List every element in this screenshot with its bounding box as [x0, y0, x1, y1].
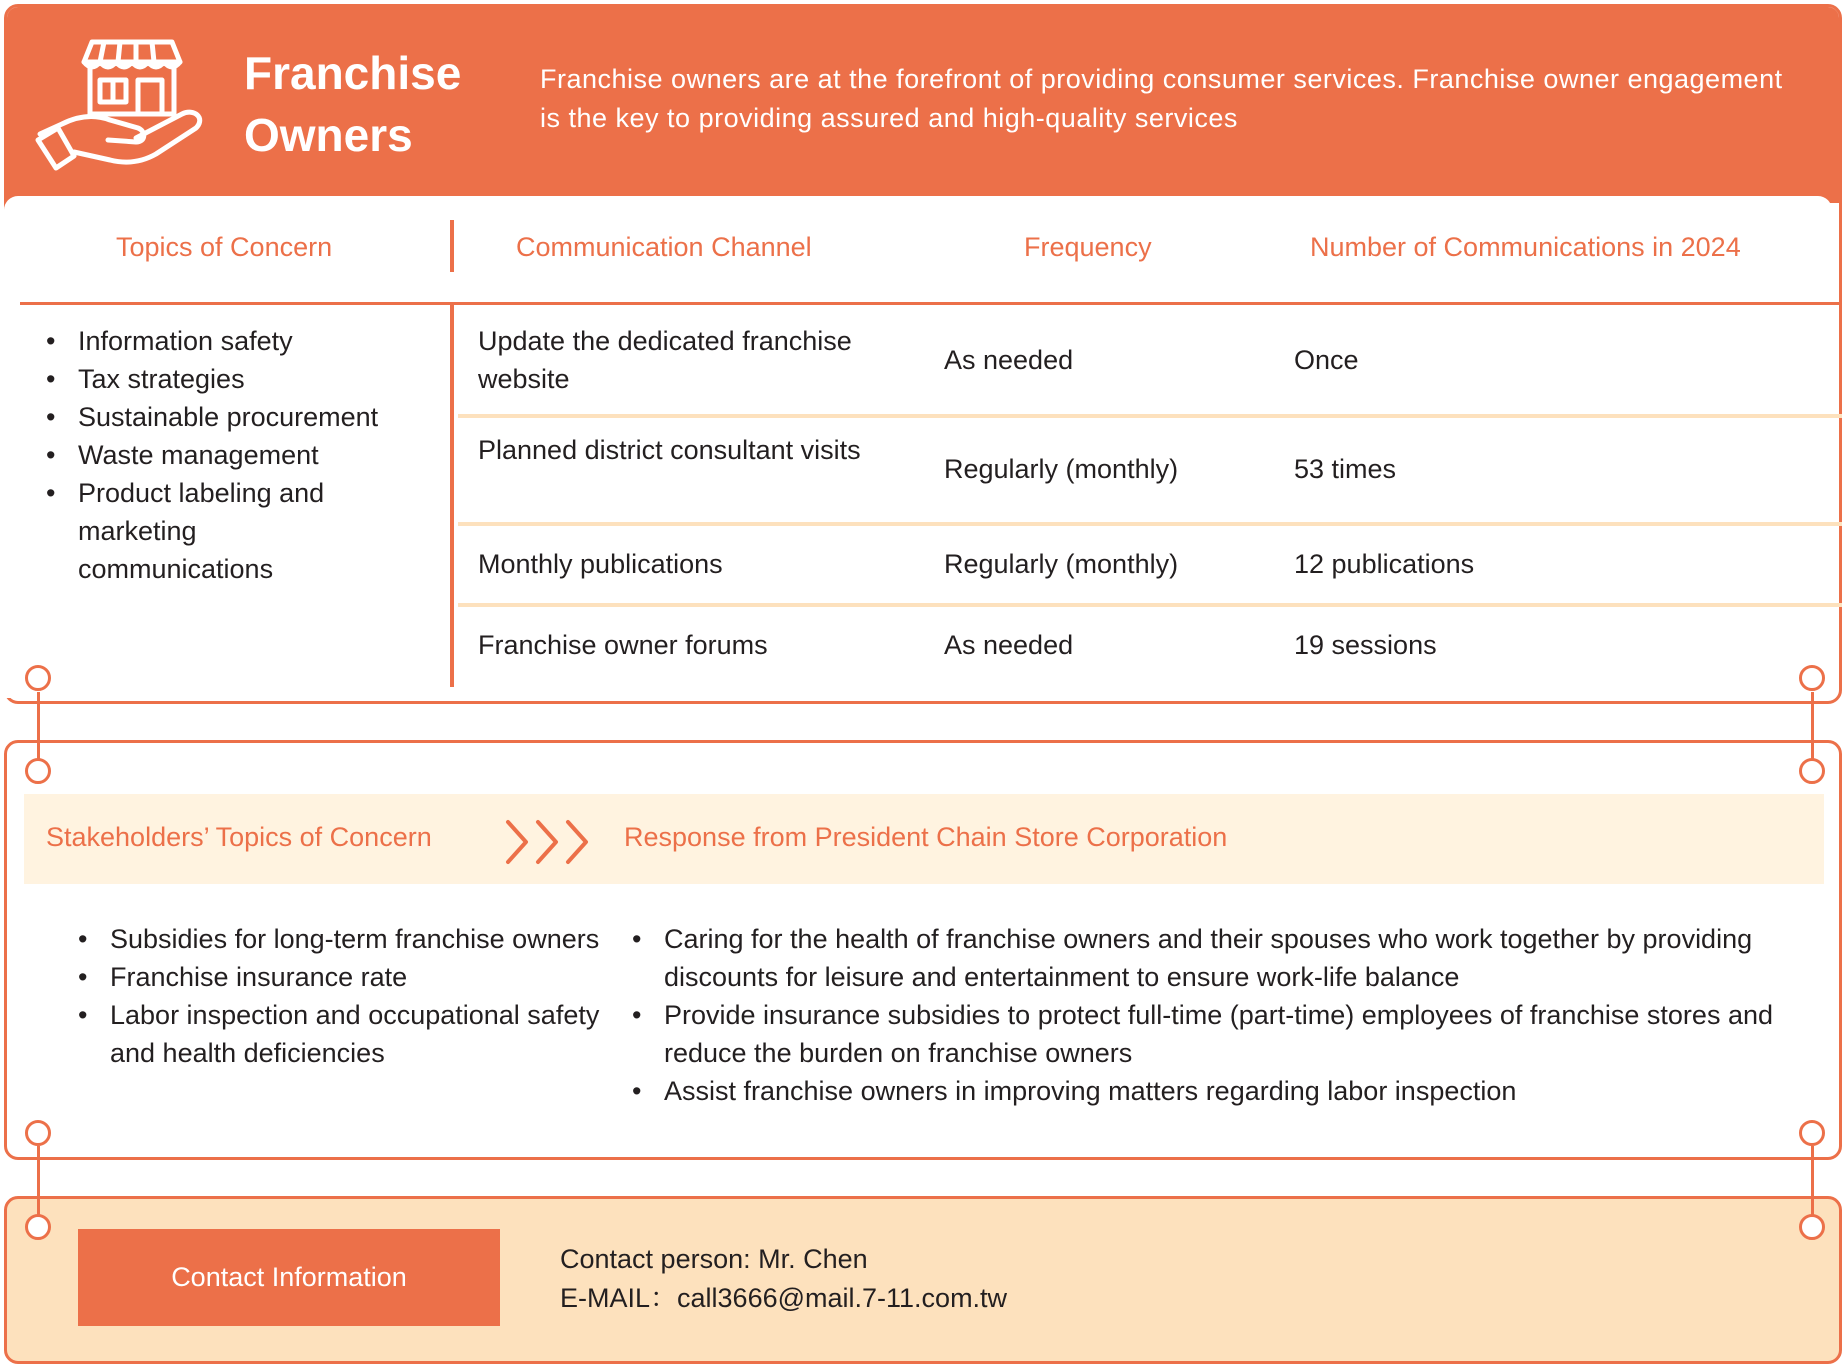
connector-ring-icon: [25, 1214, 51, 1240]
row-divider: [458, 603, 1842, 607]
list-item: • Product labeling and marketing communications: [46, 474, 326, 588]
list-item: • Provide insurance subsidies to protect full-time (part-time) employees of franchise stores and reduce the burden on franchise owners: [632, 996, 1822, 1072]
header-description: Franchise owners are at the forefront of providing consumer services. Franchise owner engagement is the key to providing assured and high-quality services: [540, 64, 1783, 133]
row-divider: [458, 522, 1842, 526]
connector-ring-icon: [1799, 1214, 1825, 1240]
topics-list: [46, 322, 446, 588]
table-cell-count: Once: [1294, 345, 1359, 375]
responses-list: [632, 920, 1822, 1110]
stakeholder-concerns-heading: Stakeholders’ Topics of Concern: [46, 822, 432, 852]
column-divider: [450, 305, 454, 687]
hand-holding-store-icon: [34, 28, 210, 176]
contact-details: [560, 1240, 1007, 1318]
list-item: • Assist franchise owners in improving matters regarding labor inspection: [632, 1072, 1822, 1110]
connector-ring-icon: [25, 665, 51, 691]
contact-email: E-MAIL：call3666@mail.7-11.com.tw: [560, 1283, 1008, 1313]
connector-ring-icon: [25, 1120, 51, 1146]
list-item: • Caring for the health of franchise owners and their spouses who work together by providing discounts for leisure and entertainment to ensure work-life balance: [632, 920, 1822, 996]
header-count: Number of Communications in 2024: [1310, 232, 1741, 262]
connector-ring-icon: [1799, 665, 1825, 691]
header-channel: Communication Channel: [516, 232, 812, 262]
header-frequency: Frequency: [1024, 232, 1152, 262]
list-item: • Franchise insurance rate: [78, 958, 618, 996]
list-item: • Labor inspection and occupational safety and health deficiencies: [78, 996, 618, 1072]
connector-ring-icon: [1799, 758, 1825, 784]
list-item: • Waste management: [46, 436, 446, 474]
title-line-2: Owners: [244, 109, 413, 161]
list-item: • Tax strategies: [46, 360, 446, 398]
column-divider: [450, 220, 454, 272]
header-divider: [20, 302, 1842, 305]
table-cell-count: 19 sessions: [1294, 630, 1437, 660]
table-cell-count: 53 times: [1294, 454, 1397, 484]
contact-person: Contact person: Mr. Chen: [560, 1244, 868, 1274]
table-cell-frequency: Regularly (monthly): [944, 549, 1179, 579]
table-cell-channel: Planned district consultant visits: [478, 435, 861, 465]
table-cell-channel: Franchise owner forums: [478, 630, 768, 660]
company-response-heading: Response from President Chain Store Corporation: [624, 822, 1228, 852]
contact-information-label: Contact Information: [78, 1229, 500, 1326]
page-title: [244, 42, 461, 166]
concerns-list: [78, 920, 618, 1072]
table-cell-frequency: As needed: [944, 630, 1074, 660]
table-cell-channel: Monthly publications: [478, 549, 723, 579]
title-line-1: Franchise: [244, 47, 462, 99]
table-cell-frequency: As needed: [944, 345, 1074, 375]
table-cell-count: 12 publications: [1294, 549, 1475, 579]
table-cell-channel: Update the dedicated franchise website: [478, 326, 852, 394]
header-topics: Topics of Concern: [116, 232, 333, 262]
connector-ring-icon: [1799, 1120, 1825, 1146]
connector-ring-icon: [25, 758, 51, 784]
list-item: • Information safety: [46, 322, 446, 360]
list-item: • Sustainable procurement: [46, 398, 446, 436]
triple-chevron-right-icon: [502, 818, 598, 866]
table-cell-frequency: Regularly (monthly): [944, 454, 1179, 484]
row-divider: [458, 414, 1842, 418]
list-item: • Subsidies for long-term franchise owners: [78, 920, 618, 958]
